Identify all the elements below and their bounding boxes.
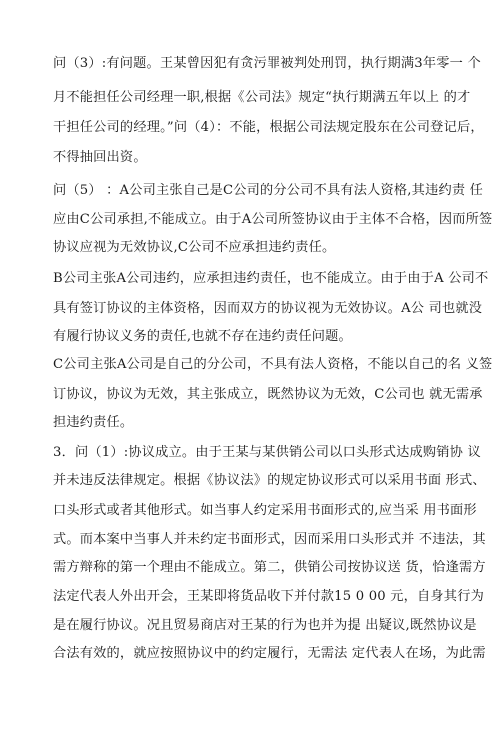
text-line: B公司主张A公司违约，应承担违约责任，也不能成立。由于由于A 公司不 bbox=[53, 271, 489, 286]
text-line: 需方辩称的第一个理由不能成立。第二，供销公司按协议送 货，恰逢需方 bbox=[53, 560, 486, 575]
text-line: 担违约责任。 bbox=[53, 415, 134, 430]
text-line: 订协议，协议为无效，其主张成立，既然协议为无效，C公司也 就无需承 bbox=[53, 387, 483, 402]
text-line: 口头形式或者其他形式。如当事人约定采用书面形式的,应当采 用书面形 bbox=[53, 503, 477, 518]
text-line: 问（5） ：A公司主张自己是C公司的分公司不具有法人资格,其违约责 任 bbox=[53, 183, 484, 198]
text-line: 有履行协议义务的责任,也就不存在违约责任问题。 bbox=[53, 329, 352, 344]
text-line: 合法有效的，就应按照协议中的约定履行，无需法 定代表人在场，为此需 bbox=[53, 646, 486, 661]
text-line: C公司主张A公司是自己的分公司，不具有法人资格，不能以自己的名 义签 bbox=[53, 357, 493, 372]
text-line: 具有签订协议的主体资格，因而双方的协议视为无效协议。A公 司也就没 bbox=[53, 301, 483, 316]
text-line: 月不能担任公司经理一职,根据《公司法》规定“执行期满五年以上 的才 bbox=[53, 90, 471, 105]
text-line: 式。而本案中当事人并未约定书面形式，因而采用口头形式并 不违法，其 bbox=[53, 532, 486, 547]
text-line: 并未违反法律规定。根据《协议法》的规定协议形式可以采用书面 形式、 bbox=[53, 473, 486, 488]
text-line: 法定代表人外出开会，王某即将货品收下并付款15 0 00 元，自身其行为 bbox=[53, 589, 484, 604]
text-line: 3．问（1）:协议成立。由于王某与某供销公司以口头形式达成购销协 议 bbox=[53, 445, 481, 460]
text-line: 不得抽回出资。 bbox=[53, 150, 147, 165]
text-line: 问（3）:有问题。王某曾因犯有贪污罪被判处刑罚，执行期满3年零一 个 bbox=[53, 56, 481, 71]
text-line: 应由C公司承担,不能成立。由于A公司所签协议由于主体不合格，因而所签 bbox=[53, 212, 493, 227]
text-line: 是在履行协议。况且贸易商店对王某的行为也并为提 出疑议,既然协议是 bbox=[53, 618, 477, 633]
text-line: 干担任公司的经理。”问（4）：不能，根据公司法规定股东在公司登记后， bbox=[53, 120, 484, 135]
text-line: 协议应视为无效协议,C公司不应承担违约责任。 bbox=[53, 240, 336, 255]
